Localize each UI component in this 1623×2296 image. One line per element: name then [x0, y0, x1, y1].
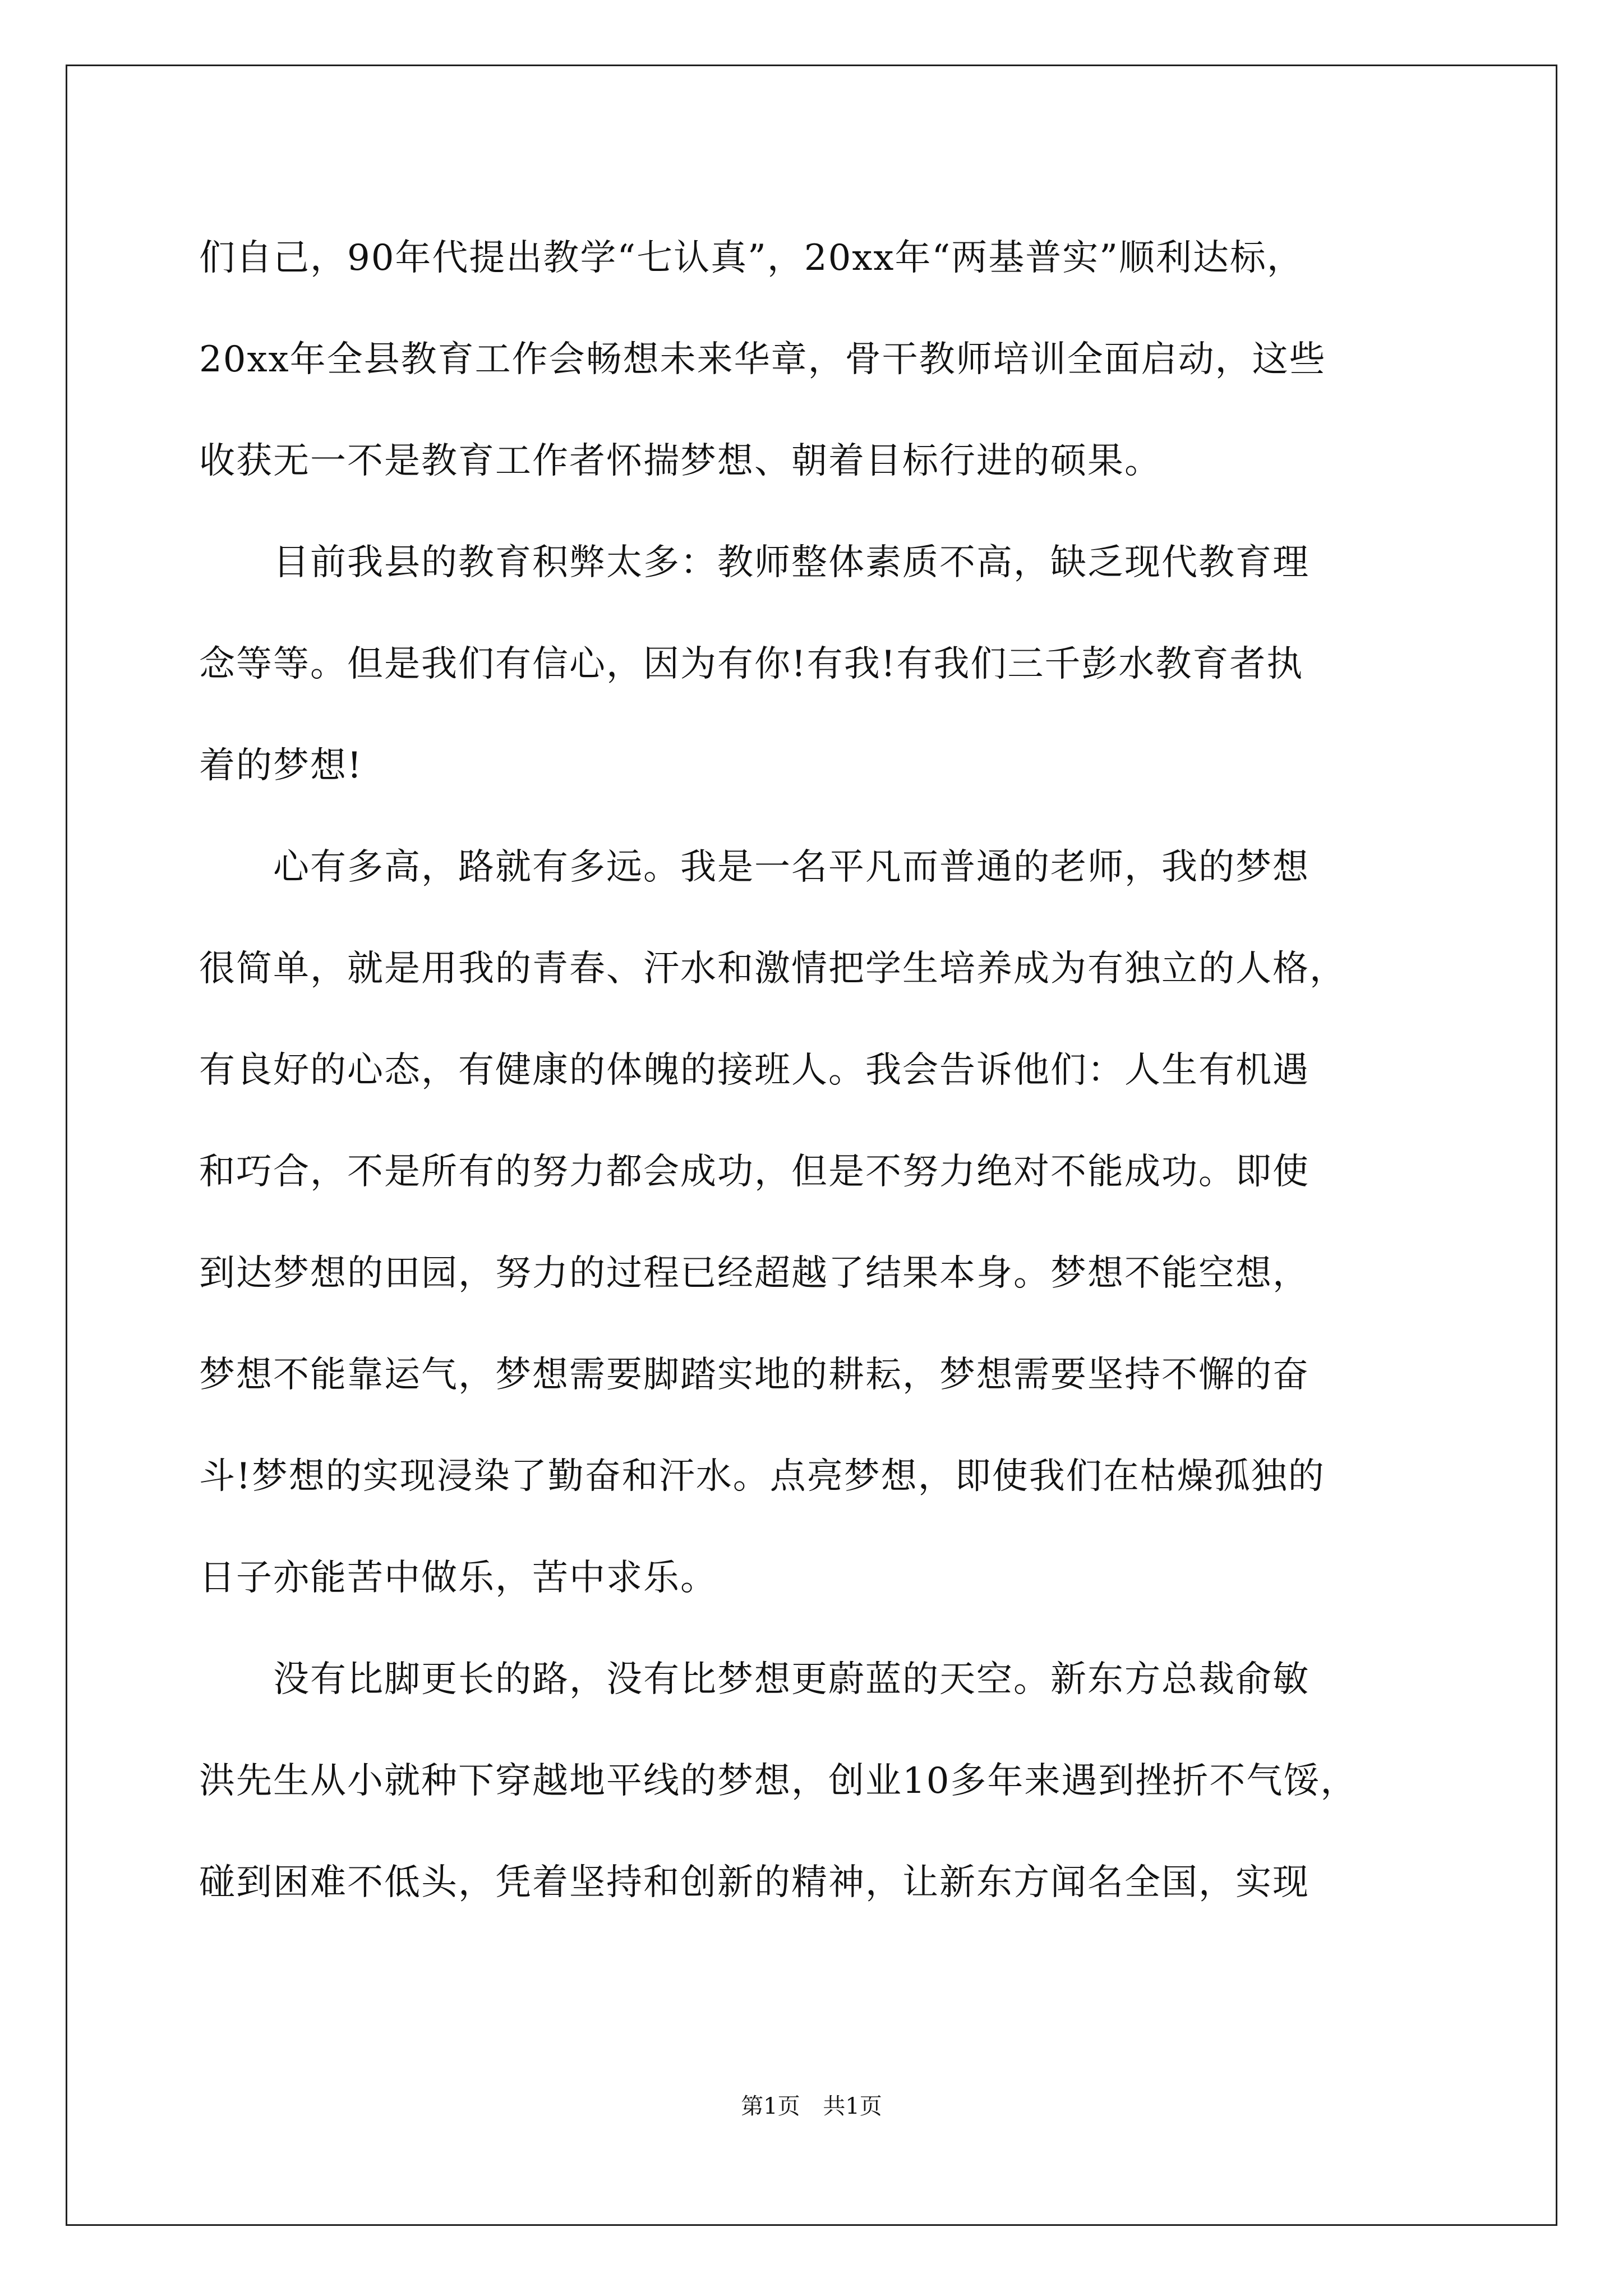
- page-total: 共1页: [823, 2093, 882, 2119]
- text-line-12: 梦想不能靠运气，梦想需要脚踏实地的耕耘，梦想需要坚持不懈的奋: [199, 1354, 1310, 1396]
- text-line-9: 有良好的心态，有健康的体魄的接班人。我会告诉他们：人生有机遇: [199, 1050, 1310, 1091]
- page-number: 第1页: [741, 2093, 800, 2119]
- text-line-14: 日子亦能苦中做乐，苦中求乐。: [199, 1557, 717, 1599]
- text-line-8: 很简单，就是用我的青春、汗水和激情把学生培养成为有独立的人格，: [199, 948, 1347, 990]
- text-line-16: 洪先生从小就种下穿越地平线的梦想，创业10多年来遇到挫折不气馁，: [199, 1760, 1358, 1802]
- text-line-7: 心有多高，路就有多远。我是一名平凡而普通的老师，我的梦想: [199, 846, 1310, 888]
- text-line-11: 到达梦想的田园，努力的过程已经超越了结果本身。梦想不能空想，: [199, 1253, 1310, 1294]
- text-line-2: 20xx年全县教育工作会畅想未来华章，骨干教师培训全面启动，这些: [199, 339, 1326, 380]
- text-line-1: 们自己，90年代提出教学“七认真”，20xx年“两基普实”顺利达标，: [199, 237, 1304, 279]
- text-line-4: 目前我县的教育积弊太多：教师整体素质不高，缺乏现代教育理: [199, 542, 1310, 583]
- page-footer: [0, 2090, 1623, 2123]
- document-body: [199, 208, 1433, 1934]
- text-line-3: 收获无一不是教育工作者怀揣梦想、朝着目标行进的硕果。: [199, 440, 1161, 482]
- text-line-10: 和巧合，不是所有的努力都会成功，但是不努力绝对不能成功。即使: [199, 1151, 1310, 1193]
- text-line-5: 念等等。但是我们有信心，因为有你!有我!有我们三千彭水教育者执: [199, 643, 1304, 685]
- text-line-15: 没有比脚更长的路，没有比梦想更蔚蓝的天空。新东方总裁俞敏: [199, 1659, 1310, 1700]
- text-line-6: 着的梦想!: [199, 745, 363, 786]
- text-line-13: 斗!梦想的实现浸染了勤奋和汗水。点亮梦想，即使我们在枯燥孤独的: [199, 1456, 1325, 1497]
- text-line-17: 碰到困难不低头，凭着坚持和创新的精神，让新东方闻名全国，实现: [199, 1862, 1310, 1903]
